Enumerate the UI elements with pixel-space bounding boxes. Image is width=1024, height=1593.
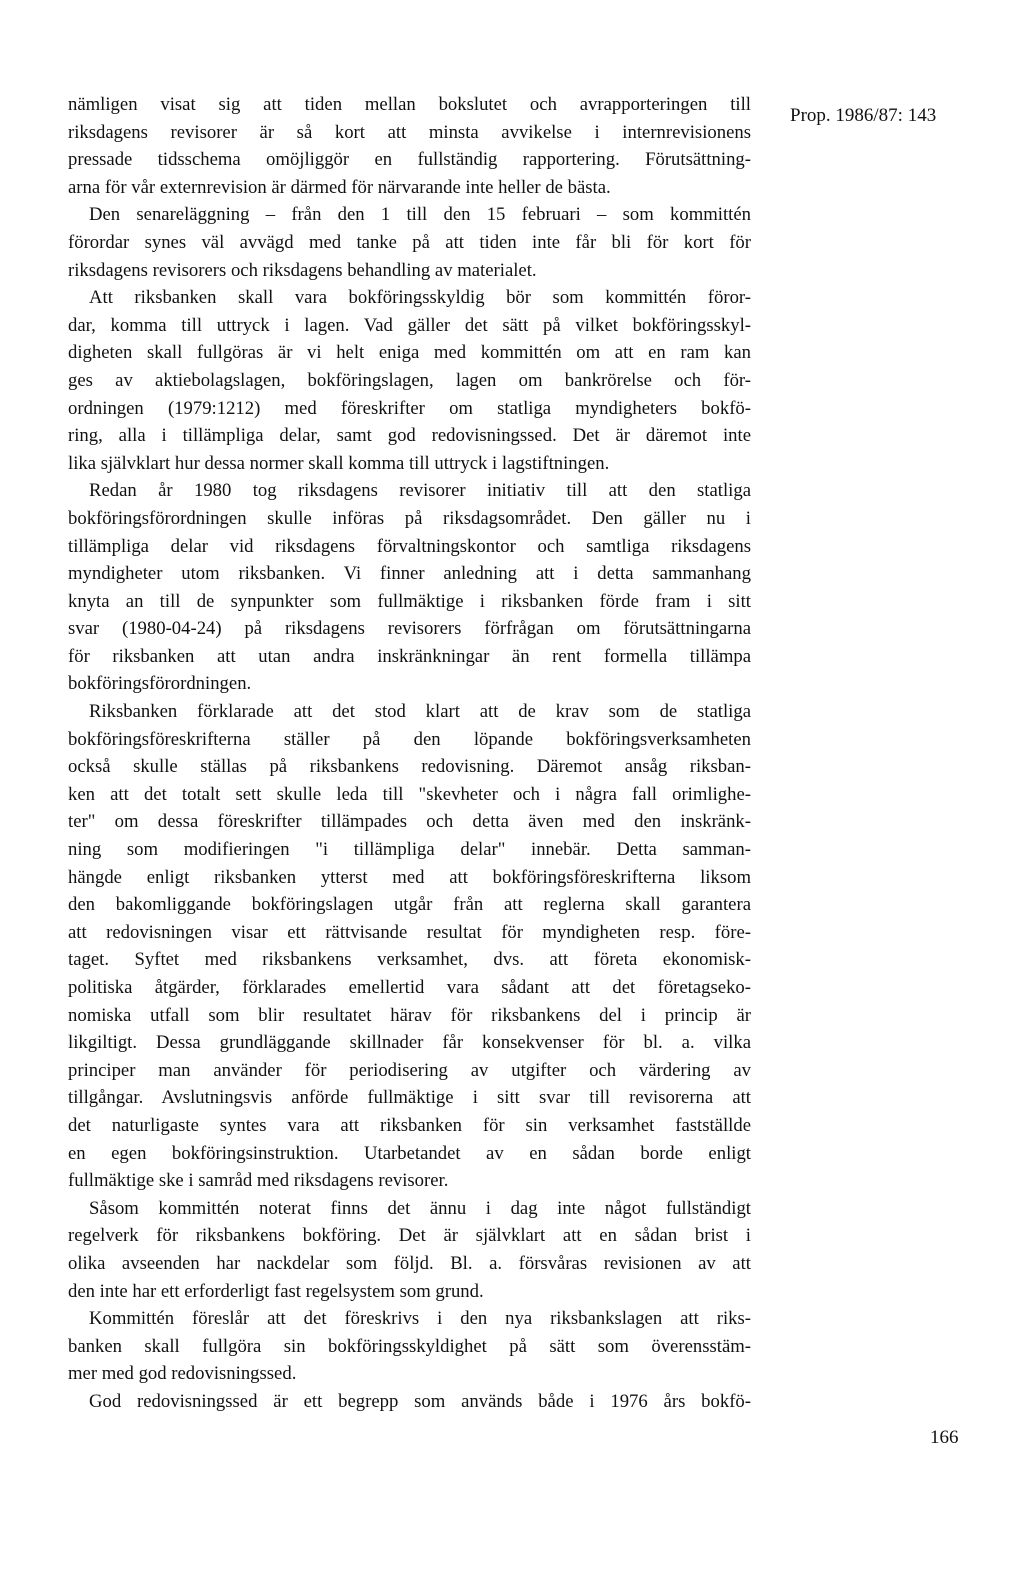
text-line: Riksbanken förklarade att det stod klart att de krav som de statliga <box>89 701 751 723</box>
text-line: riksdagens revisorers och riksdagens behandling av materialet. <box>68 259 537 281</box>
text-line: arna för vår externrevision är därmed för närvarande inte heller de bästa. <box>68 176 611 198</box>
page-number: 166 <box>930 1427 959 1448</box>
text-line: att redovisningen visar ett rättvisande resultat för myndigheten resp. före- <box>68 921 751 943</box>
text-line: också skulle ställas på riksbankens redovisning. Däremot ansåg riksban- <box>68 756 751 778</box>
text-line: Redan år 1980 tog riksdagens revisorer initiativ till att den statliga <box>89 480 751 502</box>
proposition-reference: Prop. 1986/87: 143 <box>790 105 937 126</box>
paragraph-7 <box>68 1305 751 1388</box>
text-line: svar (1980-04-24) på riksdagens revisorers förfrågan om förutsättningarna <box>68 618 751 640</box>
text-line: myndigheter utom riksbanken. Vi finner anledning att i detta sammanhang <box>68 563 751 585</box>
text-line: för riksbanken att utan andra inskränkningar än rent formella tillämpa <box>68 645 751 667</box>
text-line: en egen bokföringsinstruktion. Utarbetandet av en sådan borde enligt <box>68 1142 751 1164</box>
text-line: ning som modifieringen "i tillämpliga delar" innebär. Detta samman- <box>68 839 751 861</box>
text-line: tillgångar. Avslutningsvis anförde fullmäktige i sitt svar till revisorerna att <box>68 1087 751 1109</box>
body-text <box>68 91 751 1416</box>
paragraph-2 <box>68 201 751 284</box>
paragraph-8 <box>68 1388 751 1416</box>
text-line: lika självklart hur dessa normer skall komma till uttryck i lagstiftningen. <box>68 452 610 474</box>
paragraph-6 <box>68 1195 751 1305</box>
text-line: knyta an till de synpunkter som fullmäktige i riksbanken förde fram i sitt <box>68 590 751 612</box>
text-line: God redovisningssed är ett begrepp som används både i 1976 års bokfö- <box>89 1390 751 1412</box>
text-line: hängde enligt riksbanken ytterst med att bokföringsföreskrifterna liksom <box>68 866 751 888</box>
text-line: Kommittén föreslår att det föreskrivs i den nya riksbankslagen att riks- <box>89 1308 751 1330</box>
text-line: ken att det totalt sett skulle leda till "skevheter och i några fall orimlighe- <box>68 783 751 805</box>
text-line: principer man använder för periodisering av utgifter och värdering av <box>68 1059 751 1081</box>
text-line: den inte har ett erforderligt fast regelsystem som grund. <box>68 1280 484 1302</box>
text-line: olika avseenden har nackdelar som följd. Bl. a. försvåras revisionen av att <box>68 1252 751 1274</box>
text-line: mer med god redovisningssed. <box>68 1363 297 1385</box>
text-line: nämligen visat sig att tiden mellan bokslutet och avrapporteringen till <box>68 94 751 115</box>
text-line: Såsom kommittén noterat finns det ännu i dag inte något fullständigt <box>89 1197 751 1219</box>
text-line: dar, komma till uttryck i lagen. Vad gäller det sätt på vilket bokföringsskyl- <box>68 314 751 336</box>
text-line: pressade tidsschema omöjliggör en fullständig rapportering. Förutsättning- <box>68 149 751 171</box>
text-line: nomiska utfall som blir resultatet härav för riksbankens del i princip är <box>68 1004 751 1026</box>
text-line: Den senareläggning – från den 1 till den 15 februari – som kommittén <box>89 204 751 226</box>
text-line: bokföringsförordningen. <box>68 673 252 695</box>
text-line: Att riksbanken skall vara bokföringsskyldig bör som kommittén föror- <box>89 287 751 309</box>
text-line: likgiltigt. Dessa grundläggande skillnader får konsekvenser för bl. a. vilka <box>68 1032 751 1054</box>
paragraph-4 <box>68 477 751 698</box>
text-line: politiska åtgärder, förklarades emellertid vara sådant att det företagseko- <box>68 977 751 998</box>
text-line: ges av aktiebolagslagen, bokföringslagen, lagen om bankrörelse och för- <box>68 369 751 391</box>
text-line: ring, alla i tillämpliga delar, samt god redovisningssed. Det är däremot inte <box>68 425 751 447</box>
text-line: taget. Syftet med riksbankens verksamhet, dvs. att företa ekonomisk- <box>68 949 751 971</box>
text-line: ordningen (1979:1212) med föreskrifter om statliga myndigheters bokfö- <box>68 397 751 419</box>
text-line: regelverk för riksbankens bokföring. Det är självklart att en sådan brist i <box>68 1225 751 1247</box>
text-line: digheten skall fullgöras är vi helt eniga med kommittén om att en ram kan <box>68 342 751 364</box>
text-line: bokföringsförordningen skulle införas på riksdagsområdet. Den gäller nu i <box>68 507 751 529</box>
text-line: bokföringsföreskrifterna ställer på den löpande bokföringsverksamheten <box>68 728 751 750</box>
text-line: det naturligaste syntes vara att riksbanken för sin verksamhet fastställde <box>68 1114 751 1136</box>
text-line: förordar synes väl avvägd med tanke på att tiden inte får bli för kort för <box>68 231 751 253</box>
text-line: fullmäktige ske i samråd med riksdagens revisorer. <box>68 1170 449 1192</box>
text-line: banken skall fullgöra sin bokföringsskyldighet på sätt som överensstäm- <box>68 1335 751 1357</box>
text-line: tillämpliga delar vid riksdagens förvaltningskontor och samtliga riksdagens <box>68 535 751 557</box>
text-line: den bakomliggande bokföringslagen utgår från att reglerna skall garantera <box>68 894 751 916</box>
paragraph-3 <box>68 284 751 477</box>
paragraph-5 <box>68 698 751 1195</box>
text-line: ter" om dessa föreskrifter tillämpades och detta även med den inskränk- <box>68 811 751 833</box>
text-line: riksdagens revisorer är så kort att minsta avvikelse i internrevisionens <box>68 121 751 143</box>
paragraph-1 <box>68 91 751 201</box>
